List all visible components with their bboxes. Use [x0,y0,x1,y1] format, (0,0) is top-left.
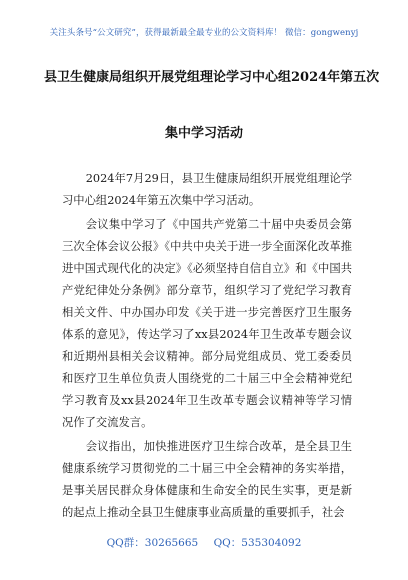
footer-qq-group: QQ群：30265665 [106,537,199,549]
body-paragraph-1: 2024年7月29日，县卫生健康局组织开展党组理论学习中心组2024年第五次集中学习活动。 [62,172,352,207]
document-title-line-1: 县卫生健康局组织开展党组理论学习中心组2024年第五次 [44,70,380,85]
document-title-line-2: 集中学习活动 [164,126,243,141]
footer-contact [0,535,408,550]
body-paragraph-3: 会议指出，加快推进医疗卫生综合改革，是全县卫生健康系统学习贯彻党的二十届三中全会精神的务实举措，是事关居民群众身体健康和生命安全的民生实事，更是新的起点上推动全县卫生健康事业高质量的重要抓手，社会 [62,440,352,519]
document-body [62,168,352,526]
body-paragraph-2: 会议集中学习了《中国共产党第二十届中央委员会第三次全体会议公报》《中共中央关于进一步全面深化改革推进中国式现代化的决定》《必须坚持自信自立》和《中国共产党纪律处分条例》部分章节，组织学习了党纪学习教育相关文件、中办国办印发《关于进一步完善医疗卫生服务体系的意见》，传达学习了xx县2024年卫生改革专题会议和近期州县相关会议精神。部分局党组成员、党工委委员和医疗卫生单位负责人围绕党的二十届三中全会精神党纪学习教育及xx县2024年卫生改革专题会议精神等学习情况作了交流发言。 [62,218,352,429]
footer-qq-number: QQ：535304092 [213,537,302,549]
header-promo-note: 关注头条号“公文研究”，获得最新最全最专业的公文资料库！ 微信：gongwenyj [49,28,359,38]
